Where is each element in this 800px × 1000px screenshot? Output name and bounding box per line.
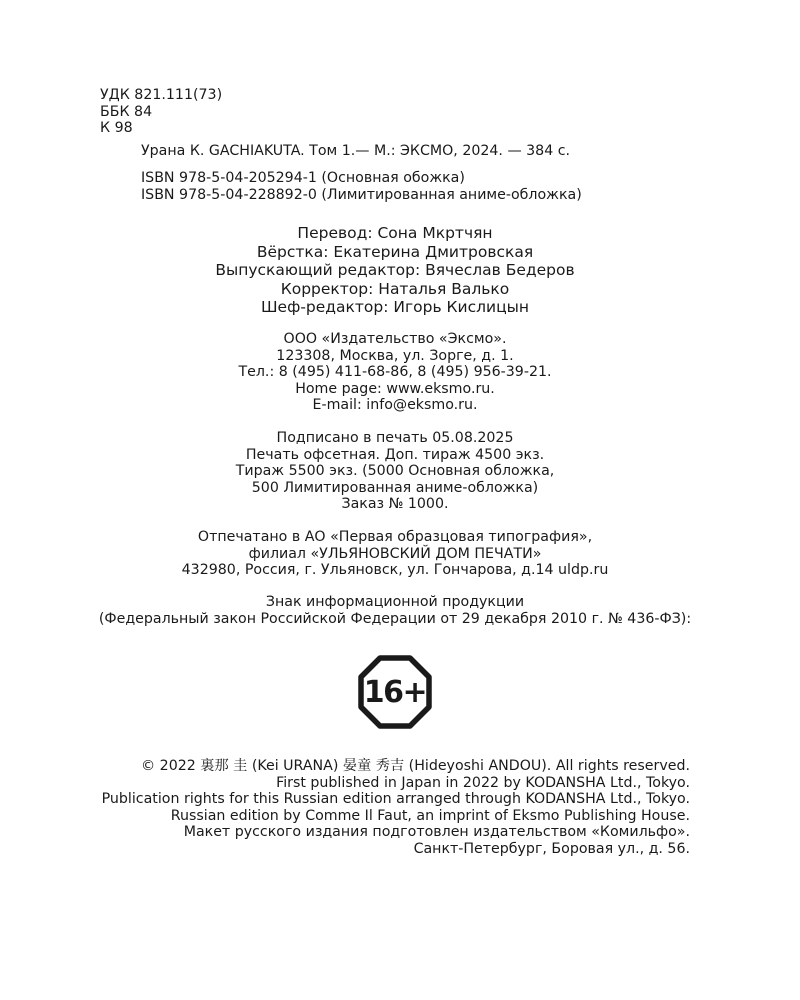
copyright-layout-prepared: Макет русского издания подготовлен издательством «Комильфо». [183,824,690,840]
publisher-address: 123308, Москва, ул. Зорге, д. 1. [276,347,514,364]
author-sign: К 98 [100,120,133,136]
printer-branch: филиал «УЛЬЯНОВСКИЙ ДОМ ПЕЧАТИ» [248,545,542,562]
copyright-first-published: First published in Japan in 2022 by KODANSHA Ltd., Tokyo. [276,774,690,791]
age-rating-label: 16+ [363,675,427,710]
info-sign-title: Знак информационной продукции [265,594,525,610]
classification-codes [100,87,222,137]
publisher-block [0,331,790,414]
bbk-code: ББК 84 [100,103,153,120]
bibliographic-entry [141,143,570,160]
publisher-phone: Тел.: 8 (495) 411-68-86, 8 (495) 956-39-21. [238,364,552,380]
printing-run-limited: 500 Лимитированная аниме-обложка) [251,479,539,496]
isbn-block [141,170,582,203]
printing-block [0,430,790,513]
bibliographic-text: Урана К. GACHIAKUTA. Том 1.— М.: ЭКСМО, 2024. — 384 с. [141,143,571,159]
credit-managing-editor: Выпускающий редактор: Вячеслав Бедеров [215,261,575,279]
copyright-block [102,758,690,857]
credit-chief-editor: Шеф-редактор: Игорь Кислицын [260,298,530,316]
printer-address: 432980, Россия, г. Ульяновск, ул. Гончарова, д.14 uldp.ru [181,562,609,578]
copyright-rights-arranged: Publication rights for this Russian edition arranged through KODANSHA Ltd., Tokyo. [101,791,690,807]
printing-order: Заказ № 1000. [341,496,449,512]
copyright-address: Санкт-Петербург, Боровая ул., д. 56. [413,840,690,857]
info-sign-block [0,594,790,627]
age-rating-octagon-icon [358,655,432,729]
credit-layout: Вёрстка: Екатерина Дмитровская [256,242,534,261]
credit-translator: Перевод: Сона Мкртчян [297,224,493,242]
printed-at-block [0,529,790,579]
printing-type: Печать офсетная. Доп. тираж 4500 экз. [245,446,545,463]
printer-name: Отпечатано в АО «Первая образцовая типография», [197,529,593,545]
publisher-homepage: Home page: www.eksmo.ru. [295,380,495,397]
credit-proofreader: Корректор: Наталья Валько [280,279,510,298]
publisher-name: ООО «Издательство «Эксмо». [283,331,507,347]
isbn-limited: ISBN 978-5-04-228892-0 (Лимитированная аниме-обложка) [141,186,582,203]
printing-signed-date: Подписано в печать 05.08.2025 [276,430,514,446]
credits-block [0,224,790,317]
isbn-main: ISBN 978-5-04-205294-1 (Основная обожка) [141,170,465,186]
udk-code: УДК 821.111(73) [100,87,223,103]
info-sign-law: (Федеральный закон Российской Федерации от 29 декабря 2010 г. № 436-ФЗ): [98,610,692,627]
copyright-russian-edition: Russian edition by Comme Il Faut, an imprint of Eksmo Publishing House. [170,807,690,824]
copyright-notice: © 2022 裏那 圭 (Kei URANA) 晏童 秀吉 (Hideyoshi ANDOU). All rights reserved. [140,758,690,774]
printing-run: Тираж 5500 экз. (5000 Основная обложка, [235,463,555,479]
publisher-email: E-mail: info@eksmo.ru. [312,397,478,413]
